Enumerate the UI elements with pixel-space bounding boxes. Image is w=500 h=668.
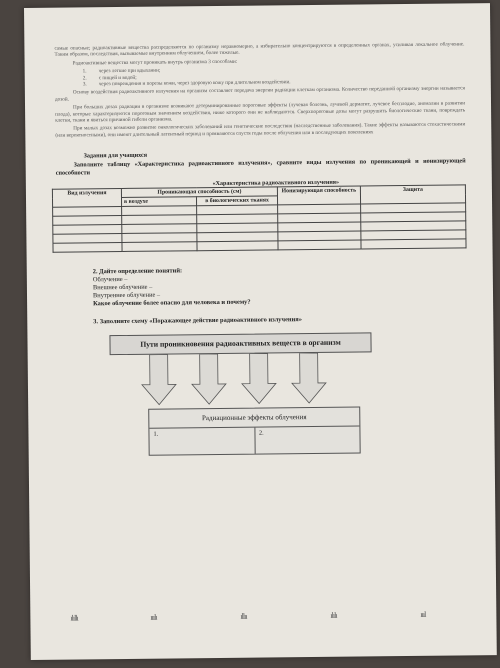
radiation-table [52,184,467,252]
list-item: 2. с пищей и водой; [82,74,137,82]
body-paragraph-3: При малых дозах возможно развитие онкологических заболеваний или генетические последствия (наследственные заболевания). Такие эффекты называются стохастическими (или вероятностными), они имеют длительный латентный период и проявляются спустя годы после облучения или в последующих поколениях [55,121,466,139]
col-ionizing-header: Ионизирующая способность [277,186,360,205]
sub-air-header: в воздухе [121,197,196,207]
tasks-heading: Задания для учащихся [83,151,148,160]
body-paragraph-2: При больших дозах радиации в организме возникают детерминированные пороговые эффекты (лучевая болезнь, лучевой дерматит, лучевое бесплодие, аномалии в развитии плода), которые характеризуются пороговым значением воздействия, ниже которого они не наблюдаются. Сверхпороговые дозы могут разрушить биологические ткани, повреждать клетки, ткани и явиться причиной гибели организма. [55,100,466,124]
col-protection-header: Защита [360,185,465,204]
effects-cells [149,427,359,455]
task2-title: 2. Дайте определение понятий: [92,267,183,276]
effect-cell-2: 2. [258,429,264,437]
arrow-down-icon [242,353,277,403]
task2-question: Какое облучение более опасно для человека и почему? [93,298,251,308]
sub-tissue-header: в биологических тканях [196,196,277,206]
body-paragraph-1: Основу воздействия радиоактивного излучения на организм составляет передача энергии радиации клеткам организма. Количество переданной организму энергии называется дозой. [54,85,465,103]
definition-item: Внешнее облучение – [92,283,153,292]
col-penetrating-header: Проникающая способность (см) [121,187,277,198]
task1-text: Заполните таблицу «Характеристика радиоактивного излучения», сравните виды излучения по проникающей и ионизирующей способности [55,157,466,177]
effects-title: Радиационные эффекты облучения [149,408,359,429]
worksheet-page [24,3,497,660]
effect-cell-1: 1. [149,428,255,455]
task3-title: 3. Заполните схему «Поражающее действие радиоактивного излучения» [93,316,302,326]
worksheet-content [54,41,468,469]
arrow-down-icon [192,354,227,404]
schema-diagram [57,325,468,469]
schema-top-box: Пути проникновения радиоактивных веществ в организм [109,332,371,355]
arrow-down-icon [142,355,177,405]
col-type-header: Вид излучения [52,189,121,208]
intro-paragraph-2: Радиоактивные вещества могут проникать внутрь организма 3 способами: [72,58,238,67]
schema-effects-box [148,407,360,456]
bleed-through-marks: ılıllı ııılı ıllıı ılılı ıııl [70,609,426,623]
table-title: «Характеристика радиоактивного излучения» [212,179,340,188]
intro-paragraph-1: самые опасные; радиоактивные вещества распределяются по организму неравномерно, а избирательно концентрируются в определенных органах, усиливая локальное облучение. Таким образом, последствия, вызываемые внутренним облучением, более тяжелые. [54,41,465,59]
schema-arrows [110,352,373,411]
list-item: 1. через легкие при вдыхании; [82,67,161,75]
list-item: 3. через повреждения и порезы кожи, через здоровую кожу при длительном воздействии. [82,79,291,88]
arrow-down-icon [292,353,327,403]
definition-item: Облучение – [92,276,128,284]
task2-block [93,264,467,308]
definition-item: Внутреннее облучение – [92,291,161,300]
ways-list [83,65,465,88]
